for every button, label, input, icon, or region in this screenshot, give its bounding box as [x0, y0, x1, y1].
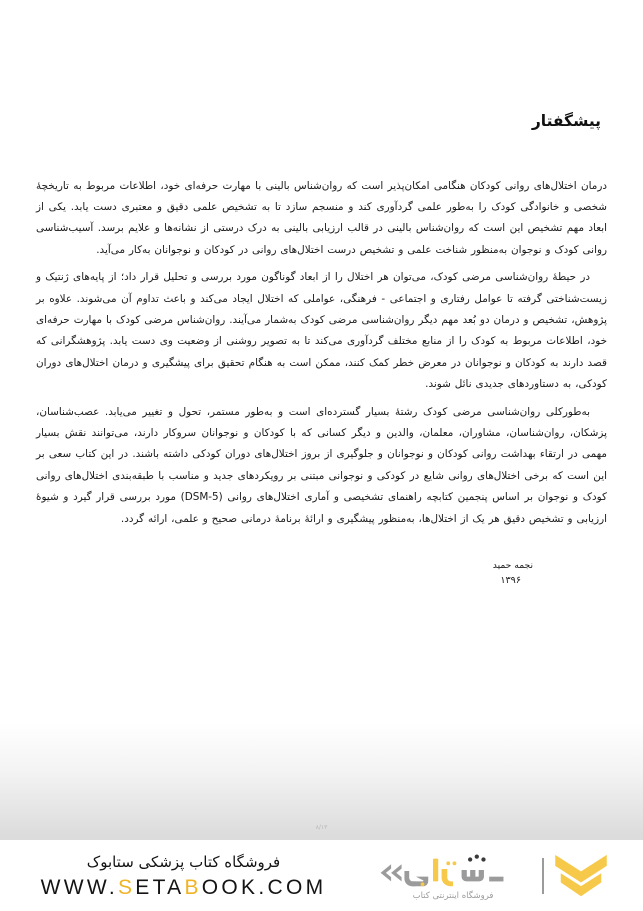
page-title: پیشگفتار: [531, 112, 601, 130]
logo-divider: [542, 858, 544, 894]
author-signature-year: ۱۳۹۶: [500, 575, 521, 587]
website-url[interactable]: [4, 875, 363, 901]
shop-title: فروشگاه کتاب پزشکی ستابوک: [86, 852, 281, 871]
double-chevron-down-icon: [553, 853, 609, 899]
page-number-marker: ۸/۱۳: [315, 824, 328, 831]
url-part: WWW.: [40, 875, 118, 899]
setabook-footer-banner: [0, 840, 643, 911]
url-part: ETA: [135, 875, 185, 899]
footer-text-group: [0, 851, 373, 901]
paragraph: به‌طورکلی روان‌شناسی مرضی کودک رشتهٔ بسیار گسترده‌ای است و به‌طور مستمر، تحول و تغییر می‌یابد. عصب‌شناسان، پزشکان، روان‌شناسان، مشاوران، معلمان، والدین و دیگر کسانی که با کودکان و نوجوانان سروکار دارند، می‌توانند نقش بسیار مهمی در ارتقاء بهداشت روانی کودکان و نوجوانان و جلوگیری از بروز اختلال‌های دوران کودکی داشته باشند. در این کتاب سعی بر این است که برخی اختلال‌های روانی شایع در کودکی و نوجوانی مبتنی بر رویکردهای جدید و مناسب با طبقه‌بندی اختلال‌های روانی کودک و نوجوان بر اساس پنجمین کتابچه راهنمای تشخیصی و آماری اختلال‌های روانی (DSM-5) مورد بررسی قرار گیرد و شیوهٔ ارزیابی و تشخیص دقیق هر یک از اختلال‌ها، به‌منظور پیشگیری و ارائهٔ برنامهٔ درمانی صحیح و علمی، ارائه گردد.: [36, 405, 607, 525]
paragraph: درمان اختلال‌های روانی کودکان هنگامی امکان‌پذیر است که روان‌شناس بالینی با مهارت حرفه‌ای خود، اطلاعات مربوط به تاریخچهٔ شخصی و خانوادگی کودک را به‌طور علمی گردآوری کند و منسجم سازد تا به تشخیص علمی دقیق و معتبری دست یابد. یکی از ابعاد مهم تشخیص این است که روان‌شناس بالینی در قالب ارزیابی بالینی به درک درستی از نشانه‌ها و علایم برسد. آسیب‌شناسی روانی کودک و نوجوان به‌منظور شناخت علمی و تشخیص درست اختلال‌های روانی در کودکان و نوجوانان به‌کار می‌آید.: [36, 179, 607, 256]
author-signature-name: نجمه حمید: [492, 560, 533, 572]
paragraph: در حیطهٔ روان‌شناسی مرضی کودک، می‌توان هر اختلال را از ابعاد گوناگون مورد بررسی و تحلیل قرار داد؛ از پایه‌های ژنتیک و زیست‌شناختی گرفته تا عوامل رفتاری و اجتماعی - فرهنگی، عواملی که اختلال ایجاد می‌کند و باعث تداوم آن می‌شوند. علاوه بر پژوهش، تشخیص و درمان دو بُعد مهم دیگر روان‌شناسی مرضی کودک به‌شمار می‌آیند. روان‌شناس مرضی کودک با مهارت حرفه‌ای خود، اطلاعات مربوط به کودک را از منابع مختلف گردآوری می‌کند تا به تصویر روشنی از وضعیت وی دست یابد. پژوهشگرانی که قصد دارند به کودکان و نوجوانان در معرض خطر کمک کنند، ممکن است به هنگام تحقیق برای پیشگیری و درمان اختلال‌های دوران کودکی، به دستاوردهای جدیدی نائل شوند.: [36, 271, 607, 391]
setabook-wordmark-icon: [373, 850, 533, 890]
logo-wordmark: [373, 850, 533, 901]
brand-logo-group[interactable]: [373, 850, 643, 901]
url-part-highlight: S: [117, 875, 136, 899]
logo-subtitle: فروشگاه اینترنتی کتاب: [412, 891, 494, 901]
signature-block: [36, 558, 607, 588]
body-text-block: [36, 176, 607, 531]
url-part: OOK.COM: [201, 875, 327, 899]
url-part-highlight: B: [184, 875, 202, 899]
